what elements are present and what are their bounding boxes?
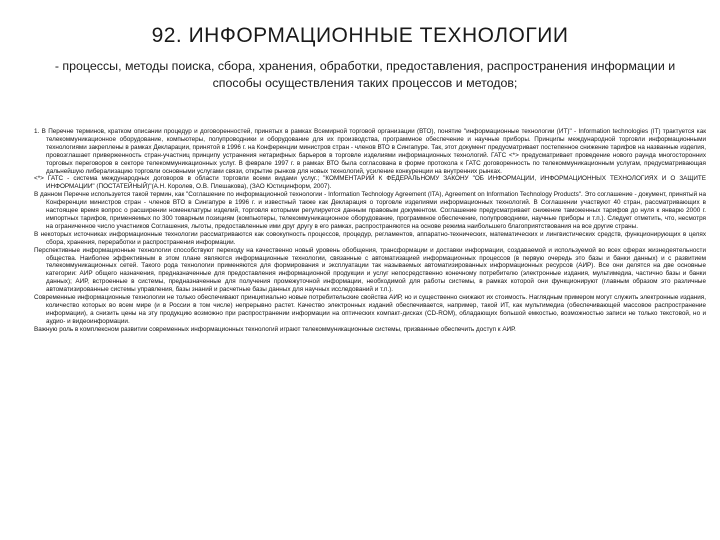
paragraph-telecom-role: Важную роль в комплексном развитии современных информационных технологий играют телекоммуникационные системы, призванные обеспечить доступ к АИР. <box>34 325 516 333</box>
slide-title: 92. ИНФОРМАЦИОННЫЕ ТЕХНОЛОГИИ <box>151 24 569 47</box>
slide-body <box>34 128 706 334</box>
paragraph-modern-technologies: Современные информационные технологии не только обеспечивают принципиально новые потребительские свойства АИР, но и существенно снижают их стоимость. Наглядным примером могут служить электронные издания, количество которых во всем мире (и в России в том числе) непрерывно растет. Качество электронных изданий обеспечивается, например, такой ИТ, как мультимедиа (обеспечивающей массовое распространение информации), а снизить цены на эту продукцию возможно при распространении информации на оптических компакт-дисках (CD-ROM), обладающих большой емкостью, возможностью записи не только текстовой, но и аудио- и видеоинформации. <box>34 294 706 325</box>
paragraph-wto-definition: 1. В Перечне терминов, кратком описании процедур и договоренностей, принятых в рамках Всемирной торговой организации (ВТО), понятие "информационные технологии (ИТ)" - Information technologies (IT) трактуется как телекоммуникационное оборудование, компьютеры, полупроводники и оборудование для их производства, программное обеспечение и научные приборы. Принципы международной торговли информационными технологиями закреплены в рамках Декларации, принятой в 1996 г. на Конференции министров стран - членов ВТО в Сингапуре. Так, этот документ предусматривает постепенное снижение тарифов на названные изделия, провозглашает приверженность стран-участниц принципу устранения нетарифных барьеров в торговле изделиями информационных технологий. ГАТС <*> предусматривает проведение нового раунда многосторонних торговых переговоров в секторе телекоммуникационных услуг. В феврале 1997 г. в рамках ВТО была согласована в форме протокола к ГАТС договоренность по телекоммуникационным услугам, предусматривающая дальнейшую либерализацию торговли основными услугами связи, открытие рынков для новых технологий, усиление конкуренции на внутренних рынках. <box>34 128 706 175</box>
paragraph-perspective-technologies: Перспективные информационные технологии способствуют переходу на качественно новый уровень обобщения, трансформации и доставки информации, создаваемой и используемой во всех сферах жизнедеятельности общества. Наиболее эффективным в этом плане являются информационные технологии, связанные с автоматизацией информационных процессов (в первую очередь это базы и банки данных) и с развитием телекоммуникационных сетей. Такого рода технологии применяются для формирования и эксплуатации так называемых автоматизированных информационных ресурсов (АИР). Все они делятся на две основные категории: АИР общего назначения, предназначенные для предоставления информационной продукции и услуг непосредственно конечному потребителю (электронные издания, мультимедиа, частично базы и банки данных); АИР, встроенные в системы, предназначенные для получения промежуточной информации, необходимой для работы системы, в рамках которой они функционируют (главным образом это различные автоматизированные системы управления, базы знаний и расчетные базы данных для научных исследований и т.п.). <box>34 246 706 294</box>
paragraph-sources-definition: В некоторых источниках информационные технологии рассматриваются как совокупность процессов, процедур, регламентов, аппаратно-технических, математических и лингвистических средств, функционирующих в целях сбора, хранения, переработки и распространения информации. <box>34 230 706 246</box>
paragraph-gats-footnote: <*> ГАТС - система международных договоров в области торговли всеми видами услуг.; "КОММЕНТАРИЙ К ФЕДЕРАЛЬНОМУ ЗАКОНУ "ОБ ИНФОРМАЦИИ, ИНФОРМАЦИОННЫХ ТЕХНОЛОГИЯХ И О ЗАЩИТЕ ИНФОРМАЦИИ" (ПОСТАТЕЙНЫЙ)"(А.Н. Королев, О.В. Плешакова), (ЗАО Юстицинформ, 2007). <box>34 175 706 191</box>
slide-subtitle: - процессы, методы поиска, сбора, хранения, обработки, предоставления, распространения информации и способы осуществления таких процессов и методов; <box>54 59 676 90</box>
paragraph-ita-agreement: В данном Перечне используется такой термин, как "Соглашение по информационной технологии - Information Technology Agreement (ITA), Agreement on Information Technology Products". Это соглашение - документ, принятый на Конференции министров стран - членов ВТО в Сингапуре в 1996 г. и известный также как Декларация о торговле изделиями информационных технологий. В Соглашении участвуют 40 стран, рассматривающих в настоящее время вопрос о расширении номенклатуры изделий, торговля которыми регулируется данным правовым документом. Соглашение предусматривает снижение таможенных тарифов до нуля к январю 2000 г. импортных тарифов, применяемых по 300 товарным позициям (компьютеры, телекоммуникационное оборудование, программное обеспечение, полупроводники, научные приборы и т.п.). Следует отметить, что, несмотря на ограниченное число участников Соглашения, льготы, предоставленные ими друг другу в его рамках, распространяются на основе режима наибольшего благоприятствования на все другие страны. <box>34 191 706 230</box>
